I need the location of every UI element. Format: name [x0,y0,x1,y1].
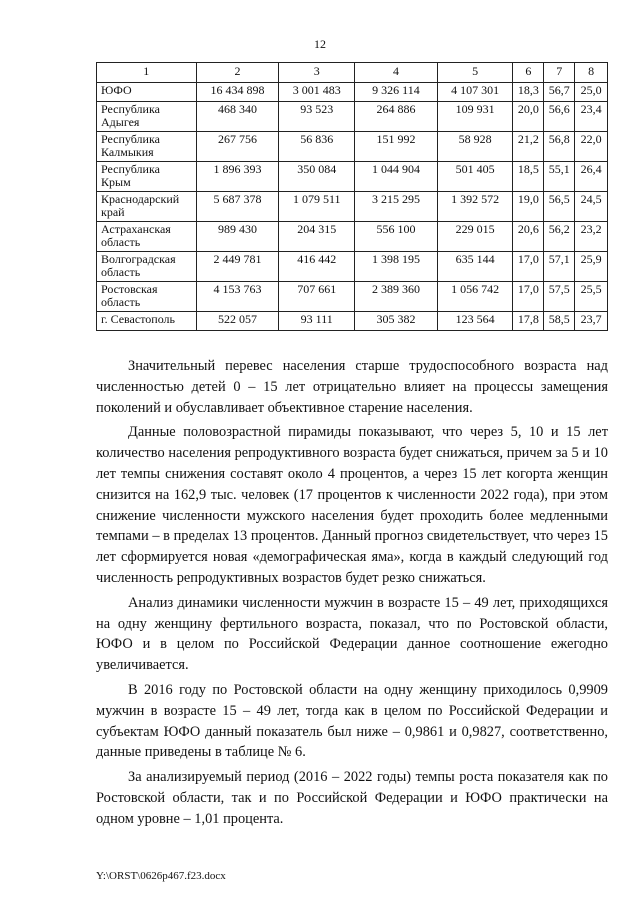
paragraph: В 2016 году по Ростовской области на одну женщину приходилось 0,9909 мужчин в возрасте 15 – 49 лет, тогда как в целом по Российской Федерации и субъектам ЮФО данный показатель был ниже – 0,9861 и 0,9827, соответственно, данные приведены в таблице № 6. [96,681,608,761]
header-cell: 6 [513,63,544,83]
table-cell: 151 992 [355,132,438,162]
table-cell: 21,2 [513,132,544,162]
table-header-row [97,63,608,83]
page-number: 12 [314,37,326,51]
region-name: Ростовская область [97,282,197,312]
table-cell: 9 326 114 [355,83,438,102]
table-row [97,162,608,192]
table-cell: 204 315 [279,222,355,252]
table-cell: 109 931 [437,102,513,132]
table-row [97,282,608,312]
table-cell: 25,9 [575,252,608,282]
table-cell: 267 756 [196,132,279,162]
table-cell: 18,5 [513,162,544,192]
table-cell: 1 896 393 [196,162,279,192]
region-name: Республика Адыгея [97,102,197,132]
table-row [97,192,608,222]
table-cell: 25,0 [575,83,608,102]
table-cell: 17,0 [513,252,544,282]
table-cell: 23,2 [575,222,608,252]
table-cell: 2 449 781 [196,252,279,282]
header-cell: 4 [355,63,438,83]
table-cell: 468 340 [196,102,279,132]
table-cell: 1 044 904 [355,162,438,192]
table-row [97,222,608,252]
table-cell: 57,1 [544,252,575,282]
region-name: Астраханская область [97,222,197,252]
table-row [97,252,608,282]
table-cell: 1 392 572 [437,192,513,222]
table-cell: 25,5 [575,282,608,312]
table-cell: 305 382 [355,312,438,331]
table-cell: 3 001 483 [279,83,355,102]
header-cell: 3 [279,63,355,83]
paragraph: За анализируемый период (2016 – 2022 годы) темпы роста показателя как по Ростовской области, так и по Российской Федерации и ЮФО практически на одном уровне – 1,01 процента. [96,769,608,827]
table-cell: 1 056 742 [437,282,513,312]
table-cell: 56,5 [544,192,575,222]
paragraph: Анализ динамики численности мужчин в возрасте 15 – 49 лет, приходящихся на одну женщину фертильного возраста, показал, что по Ростовской области, ЮФО и в целом по Российской Федерации данное соотношение ежегодно увеличивается. [96,594,608,674]
table-cell: 23,4 [575,102,608,132]
table-cell: 57,5 [544,282,575,312]
table-cell: 22,0 [575,132,608,162]
table-cell: 93 523 [279,102,355,132]
table-cell: 5 687 378 [196,192,279,222]
header-cell: 5 [437,63,513,83]
table-row [97,132,608,162]
table-cell: 2 389 360 [355,282,438,312]
table-cell: 635 144 [437,252,513,282]
table-cell: 707 661 [279,282,355,312]
table-cell: 56 836 [279,132,355,162]
table-cell: 58 928 [437,132,513,162]
table-cell: 17,0 [513,282,544,312]
table-cell: 17,8 [513,312,544,331]
table-cell: 58,5 [544,312,575,331]
table-cell: 350 084 [279,162,355,192]
table-cell: 20,0 [513,102,544,132]
table-cell: 23,7 [575,312,608,331]
table-cell: 229 015 [437,222,513,252]
header-cell: 7 [544,63,575,83]
table-cell: 501 405 [437,162,513,192]
table-row [97,102,608,132]
table-cell: 56,7 [544,83,575,102]
table-cell: 522 057 [196,312,279,331]
table-cell: 24,5 [575,192,608,222]
table-cell: 556 100 [355,222,438,252]
region-name: ЮФО [97,83,197,102]
table-cell: 56,2 [544,222,575,252]
table-cell: 18,3 [513,83,544,102]
table-row [97,83,608,102]
table-cell: 20,6 [513,222,544,252]
table-cell: 16 434 898 [196,83,279,102]
table-cell: 56,6 [544,102,575,132]
region-name: Краснодарский край [97,192,197,222]
header-cell: 8 [575,63,608,83]
table-cell: 416 442 [279,252,355,282]
table-cell: 4 153 763 [196,282,279,312]
header-cell: 2 [196,63,279,83]
table-cell: 56,8 [544,132,575,162]
table-cell: 4 107 301 [437,83,513,102]
header-cell: 1 [97,63,197,83]
table-cell: 1 398 195 [355,252,438,282]
table-cell: 26,4 [575,162,608,192]
table-cell: 3 215 295 [355,192,438,222]
table-row [97,312,608,331]
region-name: Волгоградская область [97,252,197,282]
region-name: Республика Крым [97,162,197,192]
footer-file-path: Y:\ORST\0626p467.f23.docx [96,870,226,882]
region-name: г. Севастополь [97,312,197,331]
paragraph: Значительный перевес населения старше трудоспособного возраста над численностью детей 0 – 15 лет отрицательно влияет на процессы замещения поколений и обуславливает объективное старение населения. [96,358,608,416]
paragraph: Данные половозрастной пирамиды показывают, что через 5, 10 и 15 лет количество населения репродуктивного возраста будет снижаться, причем за 5 и 10 лет темпы снижения составят около 4 процентов, а через 15 лет когорта женщин снизится на 162,9 тыс. человек (17 процентов к численности 2022 года), при этом снижение численности мужского населения будет проходить более медленными темпами – в пределах 13 процентов. Данный прогноз свидетельствует, что через 15 лет сформируется новая «демографическая яма», когда в каждый следующий год численность репродуктивных возрастов будет резко снижаться. [96,424,608,586]
body-text [96,356,608,834]
table-cell: 989 430 [196,222,279,252]
table-cell: 123 564 [437,312,513,331]
population-table [96,62,608,331]
table-cell: 19,0 [513,192,544,222]
table-cell: 93 111 [279,312,355,331]
table-cell: 1 079 511 [279,192,355,222]
table-cell: 264 886 [355,102,438,132]
table-cell: 55,1 [544,162,575,192]
region-name: Республика Калмыкия [97,132,197,162]
